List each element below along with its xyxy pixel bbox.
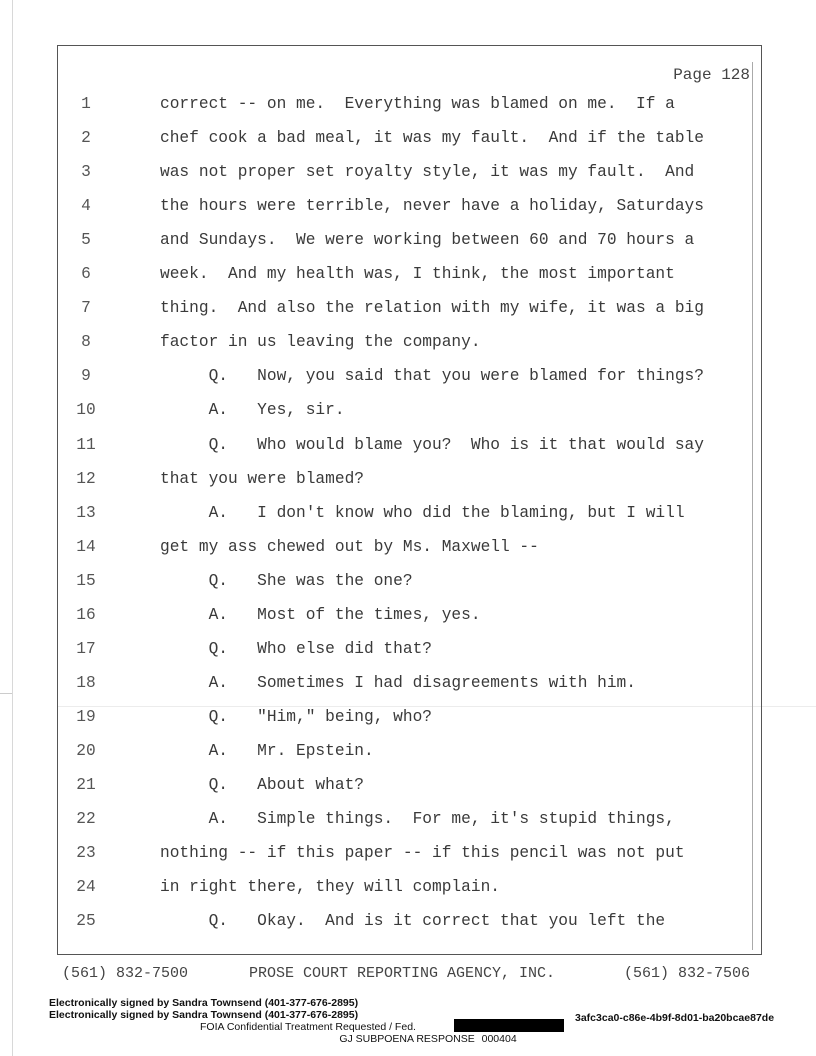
line-text: in right there, they will complain. <box>160 878 500 897</box>
line-text: thing. And also the relation with my wife, it was a big <box>160 299 704 318</box>
line-number: 20 <box>76 741 96 760</box>
line-text: week. And my health was, I think, the most important <box>160 265 675 284</box>
line-number: 4 <box>81 197 91 216</box>
line-number: 12 <box>76 469 96 488</box>
line-number: 8 <box>81 333 91 352</box>
signature-line-1: Electronically signed by Sandra Townsend (401-377-676-2895) <box>49 997 359 1009</box>
line-number: 24 <box>76 878 96 897</box>
frame-inner-border <box>752 62 753 950</box>
line-number: 14 <box>76 537 96 556</box>
line-number: 19 <box>76 707 96 726</box>
line-number: 9 <box>81 367 91 386</box>
line-text: A. Sometimes I had disagreements with him. <box>160 673 636 692</box>
line-text: Q. About what? <box>160 776 364 794</box>
foia-notice: FOIA Confidential Treatment Requested / Fed. <box>200 1021 416 1033</box>
line-text: that you were blamed? <box>160 469 364 488</box>
phone-left: (561) 832-7500 <box>62 965 189 982</box>
gj-notice-text: GJ SUBPOENA RESPONSE <box>339 1033 475 1045</box>
line-text: A. Mr. Epstein. <box>160 741 374 760</box>
line-text: the hours were terrible, never have a holiday, Saturdays <box>160 197 704 216</box>
line-text: chef cook a bad meal, it was my fault. And if the table <box>160 129 704 148</box>
line-number: 18 <box>76 673 96 692</box>
line-number: 3 <box>81 163 91 182</box>
line-text: correct -- on me. Everything was blamed on me. If a <box>160 95 675 113</box>
line-number: 10 <box>76 401 96 420</box>
line-number: 16 <box>76 605 96 624</box>
line-text: Q. Now, you said that you were blamed for things? <box>160 367 704 386</box>
phone-right: (561) 832-7506 <box>624 965 751 982</box>
line-text: Q. Who else did that? <box>160 639 432 658</box>
line-text: Q. She was the one? <box>160 571 413 590</box>
line-text: Q. Okay. And is it correct that you left the <box>160 912 666 931</box>
line-text: get my ass chewed out by Ms. Maxwell -- <box>160 537 539 556</box>
line-number: 15 <box>76 571 96 590</box>
line-text: A. Yes, sir. <box>160 401 345 420</box>
line-text: and Sundays. We were working between 60 and 70 hours a <box>160 231 695 250</box>
line-number: 1 <box>81 95 91 113</box>
line-number: 25 <box>76 912 96 931</box>
redaction-block <box>454 1019 564 1032</box>
line-text: A. Most of the times, yes. <box>160 605 481 624</box>
line-number: 11 <box>76 435 96 454</box>
agency-name: PROSE COURT REPORTING AGENCY, INC. <box>249 965 556 982</box>
gj-number: 000404 <box>481 1033 517 1045</box>
page-number: Page 128 <box>673 66 750 84</box>
gj-subpoena-notice <box>0 1033 816 1045</box>
line-number: 7 <box>81 299 91 318</box>
line-number: 22 <box>76 810 96 829</box>
line-text: Q. Who would blame you? Who is it that would say <box>160 435 704 454</box>
line-text: A. Simple things. For me, it's stupid things, <box>160 810 675 829</box>
document-hash: 3afc3ca0-c86e-4b9f-8d01-ba20bcae87de <box>575 1012 775 1024</box>
line-number: 2 <box>81 129 91 148</box>
line-number: 21 <box>76 776 96 794</box>
line-number: 6 <box>81 265 91 284</box>
line-number: 13 <box>76 503 96 522</box>
signature-line-2: Electronically signed by Sandra Townsend (401-377-676-2895) <box>49 1009 359 1021</box>
left-margin-rule <box>12 0 13 1056</box>
line-number: 5 <box>81 231 91 250</box>
line-text: A. I don't know who did the blaming, but I will <box>160 503 685 522</box>
line-text: nothing -- if this paper -- if this pencil was not put <box>160 844 685 863</box>
margin-tick <box>0 693 12 694</box>
line-number: 17 <box>76 639 96 658</box>
line-text: was not proper set royalty style, it was my fault. And <box>160 163 695 182</box>
line-text: factor in us leaving the company. <box>160 333 481 352</box>
line-number: 23 <box>76 844 96 863</box>
line-text: Q. "Him," being, who? <box>160 707 432 726</box>
